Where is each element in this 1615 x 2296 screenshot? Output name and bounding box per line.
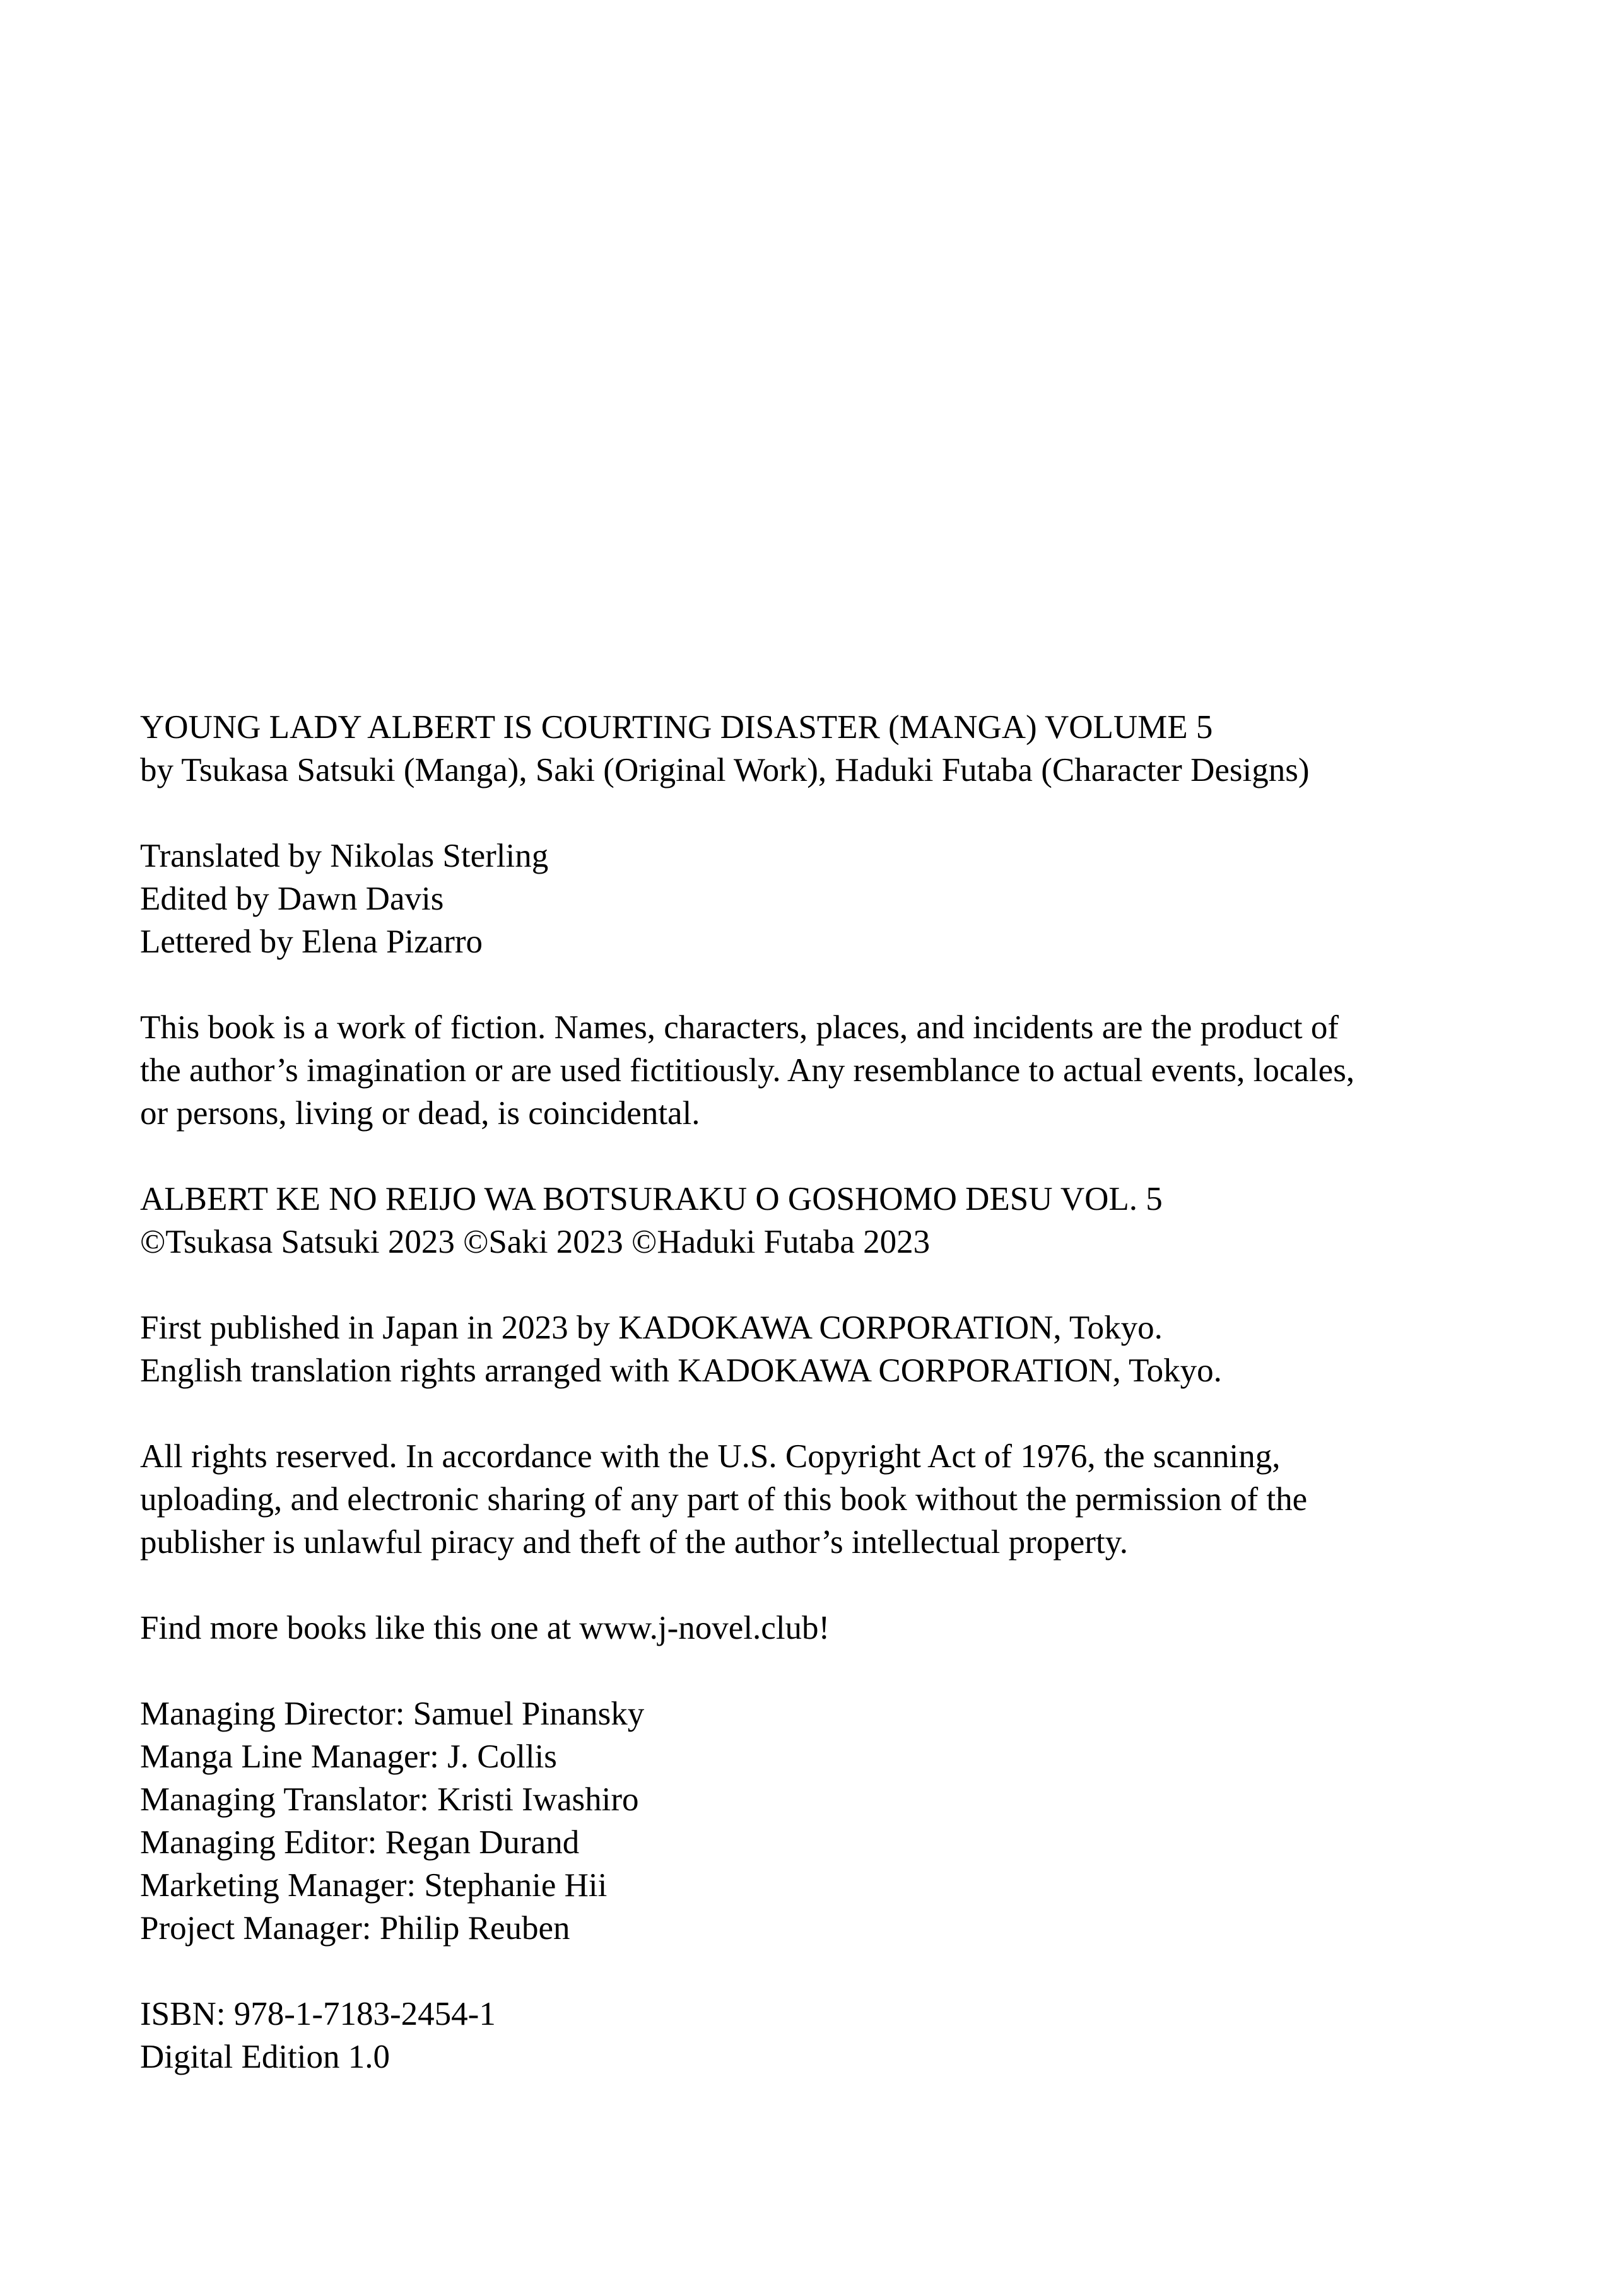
- isbn-line: ISBN: 978-1-7183-2454-1: [140, 1996, 496, 2032]
- editor-credit: Edited by Dawn Davis: [140, 881, 444, 917]
- original-edition-block: [140, 1178, 1503, 1263]
- rights-notice-line: publisher is unlawful piracy and theft of the author’s intellectual property.: [140, 1524, 1128, 1561]
- translation-rights-line: English translation rights arranged with KADOKAWA CORPORATION, Tokyo.: [140, 1352, 1222, 1389]
- digital-edition-line: Digital Edition 1.0: [140, 2039, 390, 2075]
- japanese-title: ALBERT KE NO REIJO WA BOTSURAKU O GOSHOMO DESU VOL. 5: [140, 1181, 1163, 1217]
- first-published-line: First published in Japan in 2023 by KADOKAWA CORPORATION, Tokyo.: [140, 1309, 1163, 1346]
- rights-notice-line: All rights reserved. In accordance with the U.S. Copyright Act of 1976, the scanning,: [140, 1438, 1281, 1475]
- title-block: [140, 706, 1503, 792]
- copyright-line: ©Tsukasa Satsuki 2023 ©Saki 2023 ©Haduki Futaba 2023: [140, 1224, 931, 1260]
- fiction-disclaimer-block: [140, 1006, 1503, 1135]
- localization-staff-block: [140, 835, 1503, 963]
- management-credits-block: [140, 1692, 1503, 1950]
- marketing-manager-credit: Marketing Manager: Stephanie Hii: [140, 1867, 608, 1904]
- fiction-disclaimer-line: or persons, living or dead, is coincidental.: [140, 1095, 700, 1132]
- manga-line-manager-credit: Manga Line Manager: J. Collis: [140, 1738, 557, 1775]
- translator-credit: Translated by Nikolas Sterling: [140, 838, 549, 874]
- managing-director-credit: Managing Director: Samuel Pinansky: [140, 1696, 645, 1732]
- managing-editor-credit: Managing Editor: Regan Durand: [140, 1824, 580, 1861]
- fiction-disclaimer-line: This book is a work of fiction. Names, characters, places, and incidents are the product of: [140, 1009, 1339, 1046]
- rights-notice-block: [140, 1435, 1503, 1564]
- rights-notice-line: uploading, and electronic sharing of any part of this book without the permission of the: [140, 1481, 1308, 1518]
- promo-block: [140, 1607, 1503, 1649]
- fiction-disclaimer-line: the author’s imagination or are used fictitiously. Any resemblance to actual events, locales,: [140, 1052, 1355, 1089]
- colophon-text-area: [140, 706, 1503, 2078]
- project-manager-credit: Project Manager: Philip Reuben: [140, 1910, 570, 1947]
- book-title: YOUNG LADY ALBERT IS COURTING DISASTER (MANGA) VOLUME 5: [140, 709, 1213, 746]
- letterer-credit: Lettered by Elena Pizarro: [140, 923, 483, 960]
- managing-translator-credit: Managing Translator: Kristi Iwashiro: [140, 1781, 639, 1818]
- promo-line: Find more books like this one at www.j-novel.club!: [140, 1610, 830, 1646]
- publication-block: [140, 1306, 1503, 1392]
- byline: by Tsukasa Satsuki (Manga), Saki (Original Work), Haduki Futaba (Character Designs): [140, 752, 1310, 788]
- edition-info-block: [140, 1993, 1503, 2078]
